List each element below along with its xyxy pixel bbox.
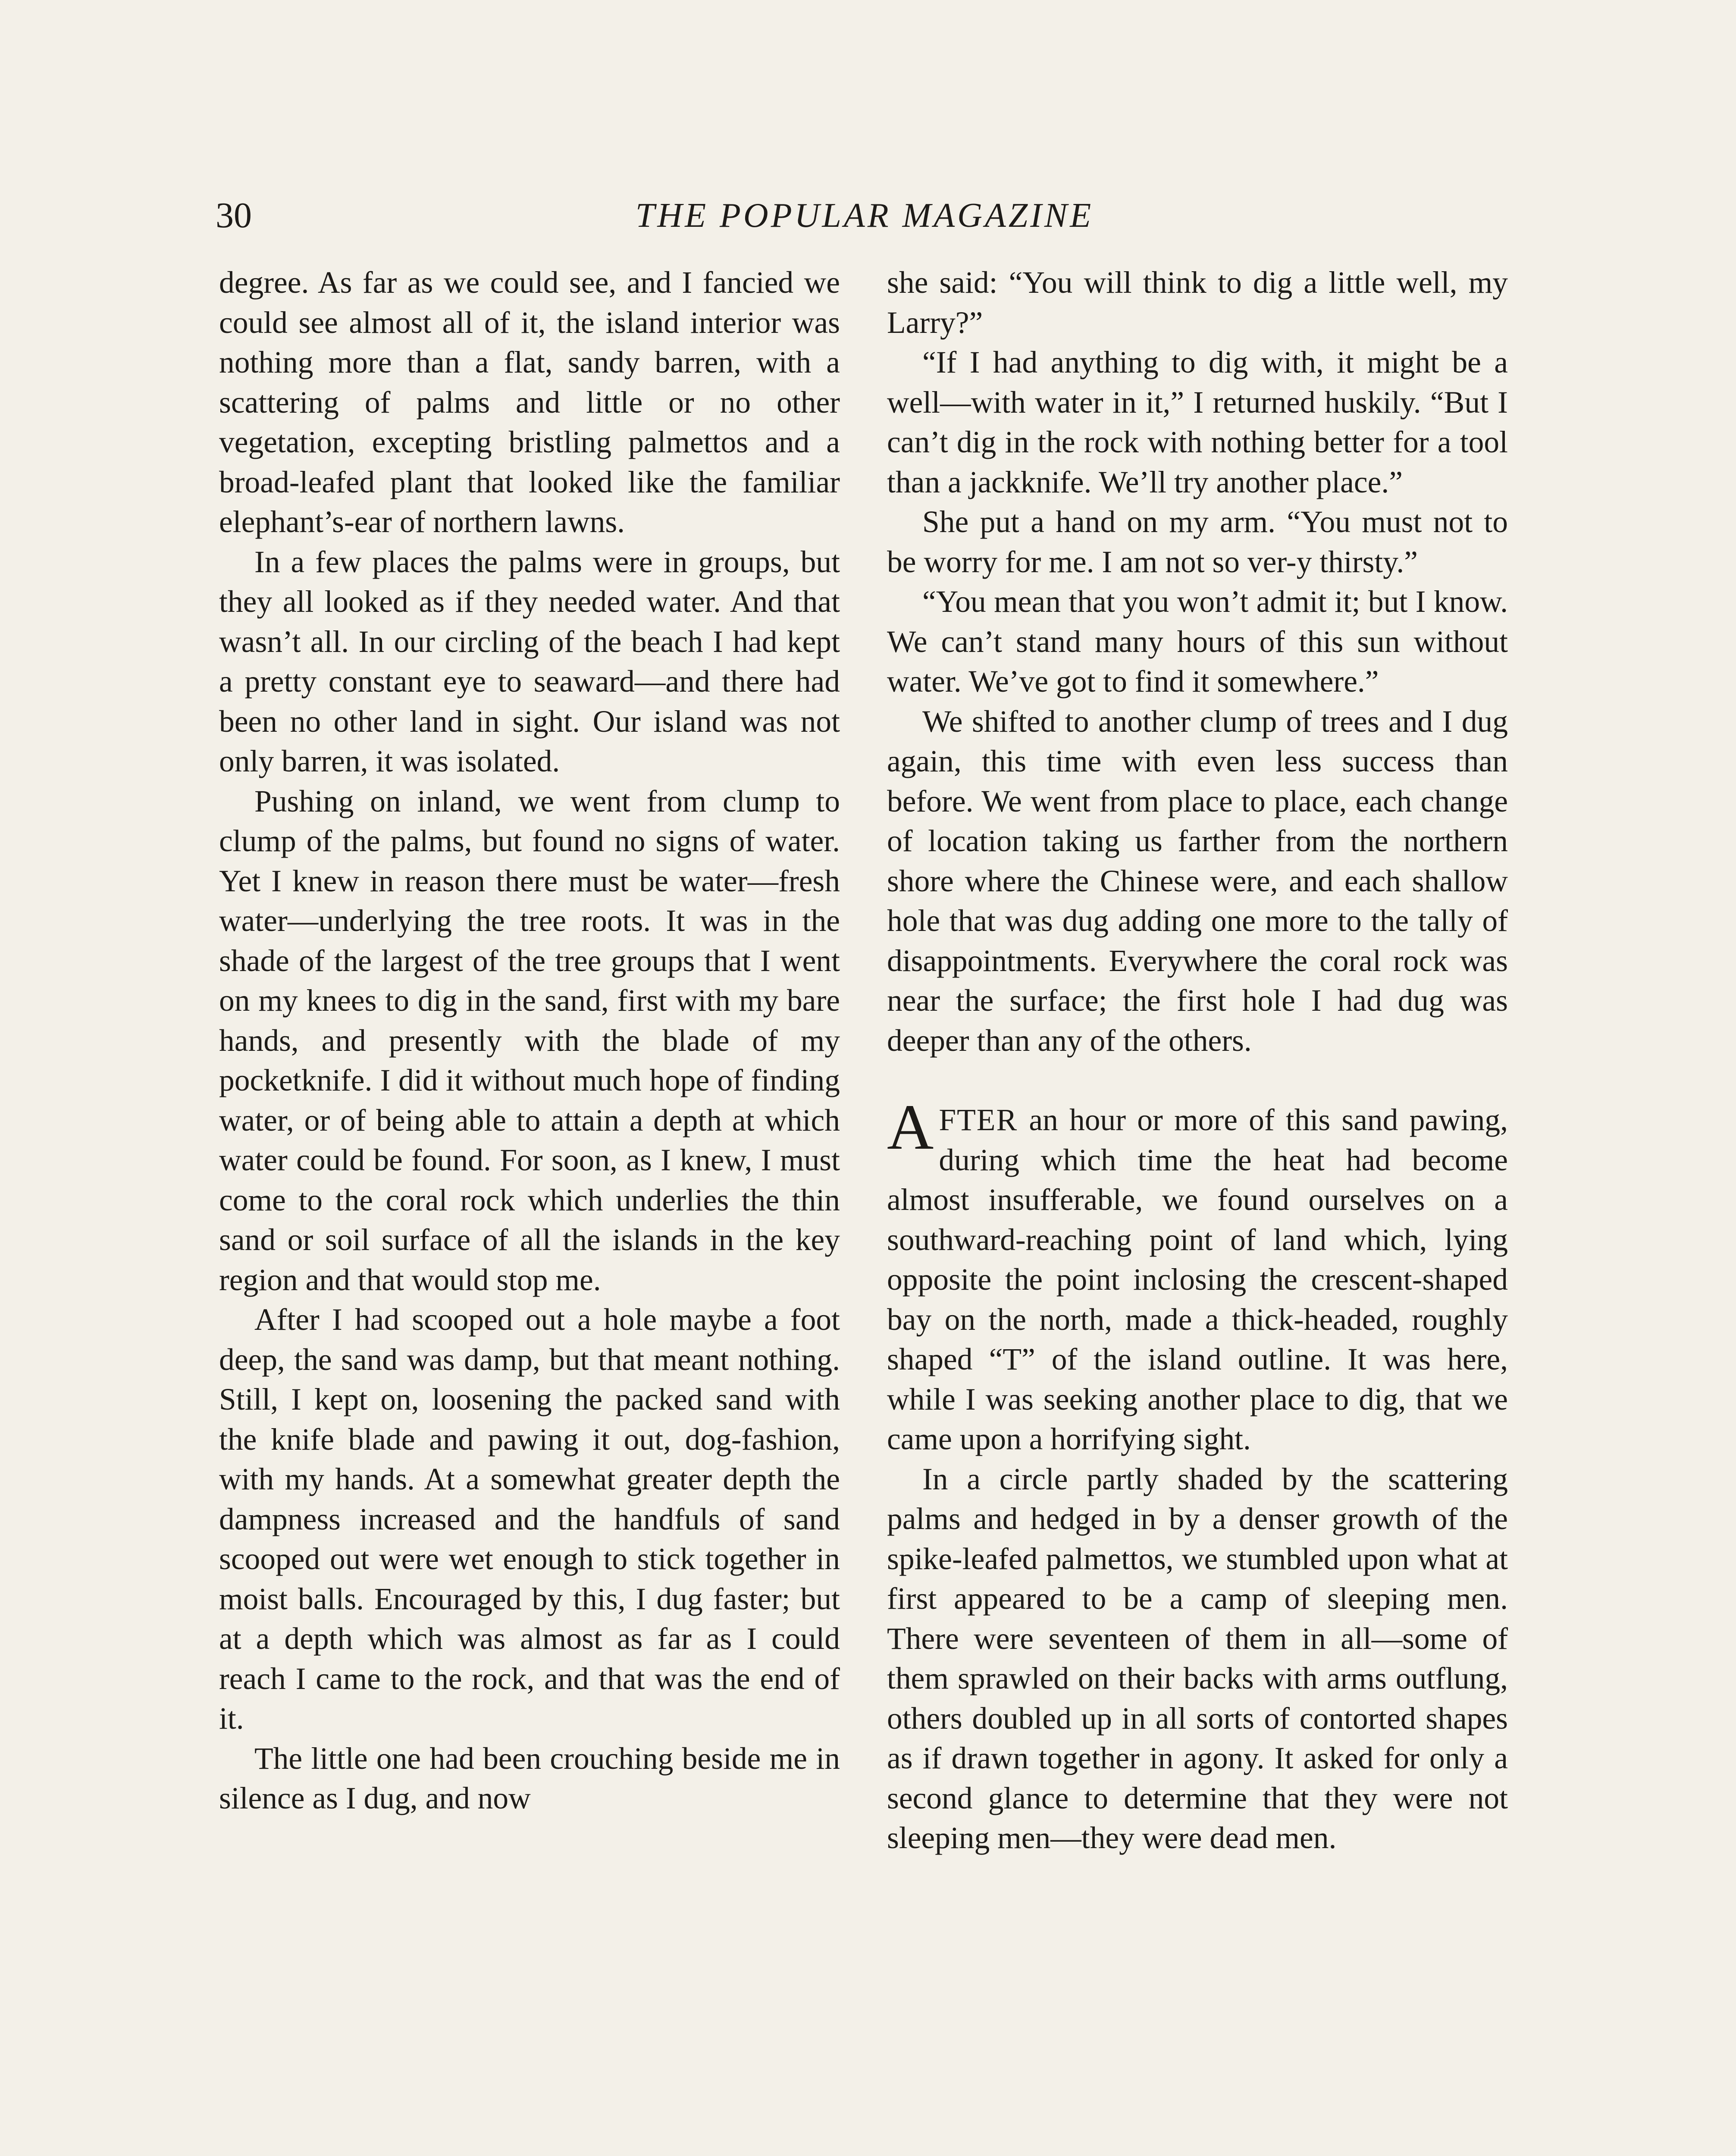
paragraph: In a circle partly shaded by the scattering palms and hedged in by a denser growth of the spike-leafed palmettos, we stumbled upon what at first appeared to be a camp of sleeping men. There were seventeen of them in all—some of them sprawled on their backs with arms outflung, others doubled up in all sorts of contorted shapes as if drawn together in agony. It asked for only a second glance to determine that they were not sleeping men—they were dead men. [887,1462,1508,1855]
paragraph-text: an hour or more of this sand pawing, during which time the heat had become almost insufferable, we found ourselves on a southward-reaching point of land which, lying opposite the point inclosing the crescent-shaped bay on the north, made a thick-headed, roughly shaped “T” of the island outline. It was here, while I was seeking another place to dig, that we came upon a horrifying sight. [887,1103,1508,1456]
paragraph: Pushing on inland, we went from clump to clump of the palms, but found no signs of water. Yet I knew in reason there must be water—fresh water—underlying the tree roots. It was in the shade of the largest of the tree groups that I went on my knees to dig in the sand, first with my bare hands, and presently with the blade of my pocketknife. I did it without much hope of finding water, or of being able to attain a depth at which water could be found. For soon, as I knew, I must come to the coral rock which underlies the thin sand or soil surface of all the islands in the key region and that would stop me. [219,784,840,1297]
paragraph: she said: “You will think to dig a little well, my Larry?” [887,266,1508,340]
paragraph: “If I had anything to dig with, it might be a well—with water in it,” I returned huskily. “But I can’t dig in the rock with nothing better for a tool than a jackknife. We’ll try another place.” [887,345,1508,499]
page-header [216,190,1514,241]
drop-cap: A [887,1091,934,1163]
running-title: THE POPULAR MAGAZINE [635,197,1094,235]
paragraph: After I had scooped out a hole maybe a foot deep, the sand was damp, but that meant nothing. Still, I kept on, loosening the packed sand with the knife blade and pawing it out, dog-fashion, with my hands. At a somewhat greater depth the dampness increased and the handfuls of sand scooped out were wet enough to stick together in moist balls. Encouraged by this, I dug faster; but at a depth which was almost as far as I could reach I came to the rock, and that was the end of it. [219,1303,840,1736]
left-column [219,263,840,1819]
paragraph: The little one had been crouching beside me in silence as I dug, and now [219,1741,840,1815]
paragraph: She put a hand on my arm. “You must not to be worry for me. I am not so ver-y thirsty.” [887,505,1508,579]
paragraph: In a few places the palms were in groups, but they all looked as if they needed water. And that wasn’t all. In our circling of the beach I had kept a pretty constant eye to seaward—and there had been no other land in sight. Our island was not only barren, it was isolated. [219,545,840,778]
right-column [887,263,1508,1858]
page-number: 30 [216,195,252,235]
paragraph: We shifted to another clump of trees and I dug again, this time with even less success than before. We went from place to place, each change of location taking us farther from the northern shore where the Chinese were, and each shallow hole that was dug adding one more to the tally of disappointments. Everywhere the coral rock was near the surface; the first hole I had dug was deeper than any of the others. [887,704,1508,1058]
paragraph: “You mean that you won’t admit it; but I know. We can’t stand many hours of this sun without water. We’ve got to find it somewhere.” [887,585,1508,699]
section-start-paragraph [887,1091,1508,1460]
paragraph: degree. As far as we could see, and I fancied we could see almost all of it, the island interior was nothing more than a flat, sandy barren, with a scattering of palms and little or no other vegetation, excepting bristling palmettos and a broad-leafed plant that looked like the familiar elephant’s-ear of northern lawns. [219,266,840,539]
small-caps-lead: FTER [939,1103,1018,1137]
